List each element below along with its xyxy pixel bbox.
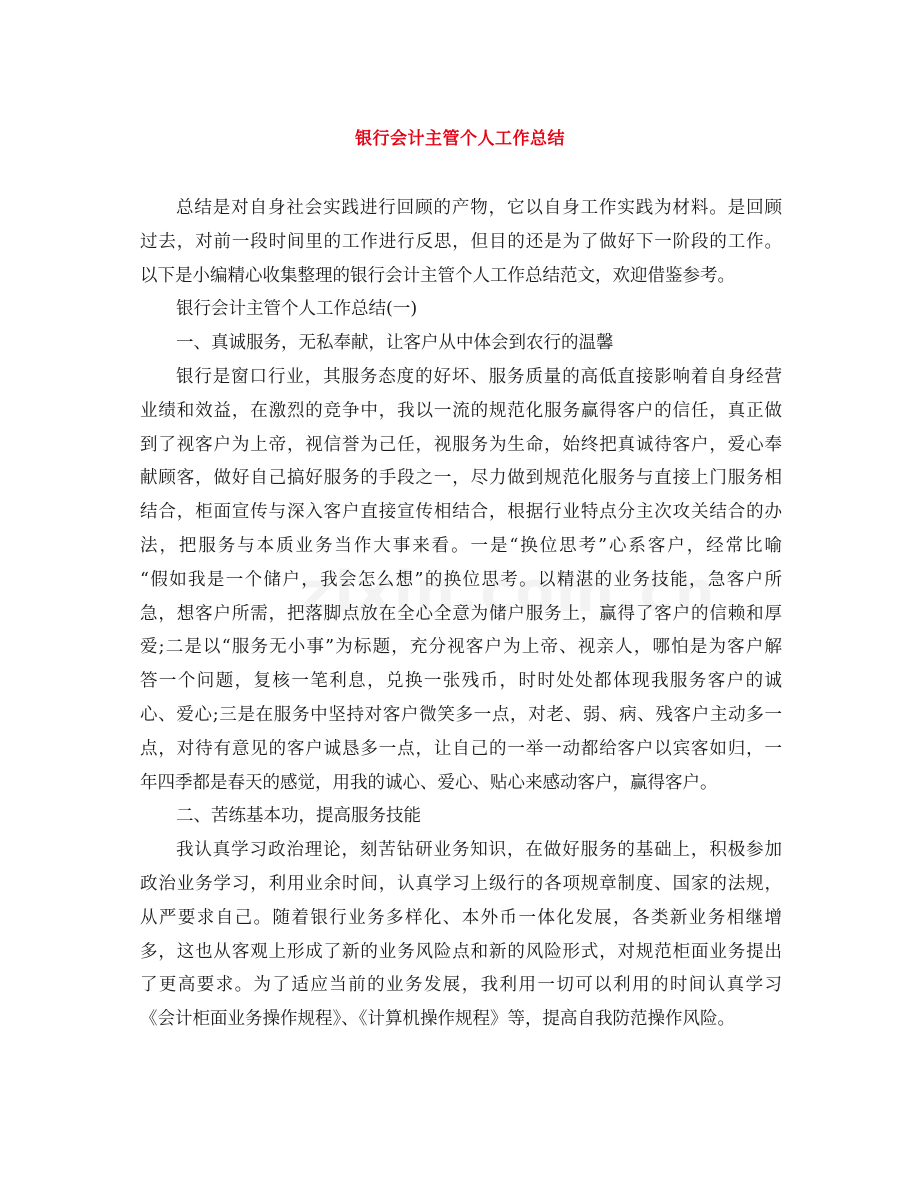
document-body bbox=[140, 192, 782, 1037]
text-line: 政治业务学习，利用业余时间，认真学习上级行的各项规章制度、国家的法规， bbox=[140, 873, 782, 894]
text-line: 到了视客户为上帝，视信誉为己任，视服务为生命，始终把真诚待客户，爱心奉 bbox=[140, 434, 782, 455]
text-line: 银行会计主管个人工作总结(一) bbox=[176, 299, 418, 320]
text-line: 一、真诚服务，无私奉献，让客户从中体会到农行的温馨 bbox=[176, 333, 614, 354]
text-line: 银行是窗口行业，其服务态度的好坏、服务质量的高低直接影响着自身经营 bbox=[176, 366, 782, 387]
text-line: 二、苦练基本功，提高服务技能 bbox=[176, 806, 421, 827]
text-line: 献顾客，做好自己搞好服务的手段之一，尽力做到规范化服务与直接上门服务相 bbox=[140, 468, 782, 489]
text-line: 我认真学习政治理论，刻苦钻研业务知识，在做好服务的基础上，积极参加 bbox=[176, 840, 782, 861]
text-line: 多，这也从客观上形成了新的业务风险点和新的风险形式，对规范柜面业务提出 bbox=[140, 941, 782, 962]
text-line: 点，对待有意见的客户诚恳多一点，让自己的一举一动都给客户以宾客如归，一 bbox=[140, 738, 782, 759]
text-line: 了更高要求。为了适应当前的业务发展，我利用一切可以利用的时间认真学习 bbox=[140, 975, 782, 996]
text-line: 答一个问题，复核一笔利息，兑换一张残币，时时处处都体现我服务客户的诚 bbox=[140, 671, 782, 692]
text-line: 爱;二是以“服务无小事”为标题，充分视客户为上帝、视亲人，哪怕是为客户解 bbox=[140, 637, 782, 658]
text-line: 从严要求自己。随着银行业务多样化、本外币一体化发展，各类新业务相继增 bbox=[140, 907, 782, 928]
text-line: 过去，对前一段时间里的工作进行反思，但目的还是为了做好下一阶段的工作。 bbox=[140, 231, 782, 252]
text-line: 结合，柜面宣传与深入客户直接宣传相结合，根据行业特点分主次攻关结合的办 bbox=[140, 502, 782, 523]
text-line: “假如我是一个储户，我会怎么想”的换位思考。以精湛的业务技能，急客户所 bbox=[140, 569, 782, 590]
text-line: 《会计柜面业务操作规程》、《计算机操作规程》等，提高自我防范操作风险。 bbox=[140, 1009, 735, 1030]
text-line: 年四季都是春天的感觉，用我的诚心、爱心、贴心来感动客户，赢得客户。 bbox=[140, 772, 718, 793]
text-line: 急，想客户所需，把落脚点放在全心全意为储户服务上，赢得了客户的信赖和厚 bbox=[140, 603, 782, 624]
text-line: 总结是对自身社会实践进行回顾的产物，它以自身工作实践为材料。是回顾 bbox=[176, 198, 782, 218]
text-line: 心、爱心;三是在服务中坚持对客户微笑多一点，对老、弱、病、残客户主动多一 bbox=[140, 704, 782, 725]
text-line: 业绩和效益，在激烈的竞争中，我以一流的规范化服务赢得客户的信任，真正做 bbox=[140, 400, 782, 421]
text-line: 以下是小编精心收集整理的银行会计主管个人工作总结范文，欢迎借鉴参考。 bbox=[140, 265, 735, 286]
text-line: 法，把服务与本质业务当作大事来看。一是“换位思考”心系客户，经常比喻 bbox=[140, 535, 782, 556]
document-title: 银行会计主管个人工作总结 bbox=[355, 129, 565, 149]
